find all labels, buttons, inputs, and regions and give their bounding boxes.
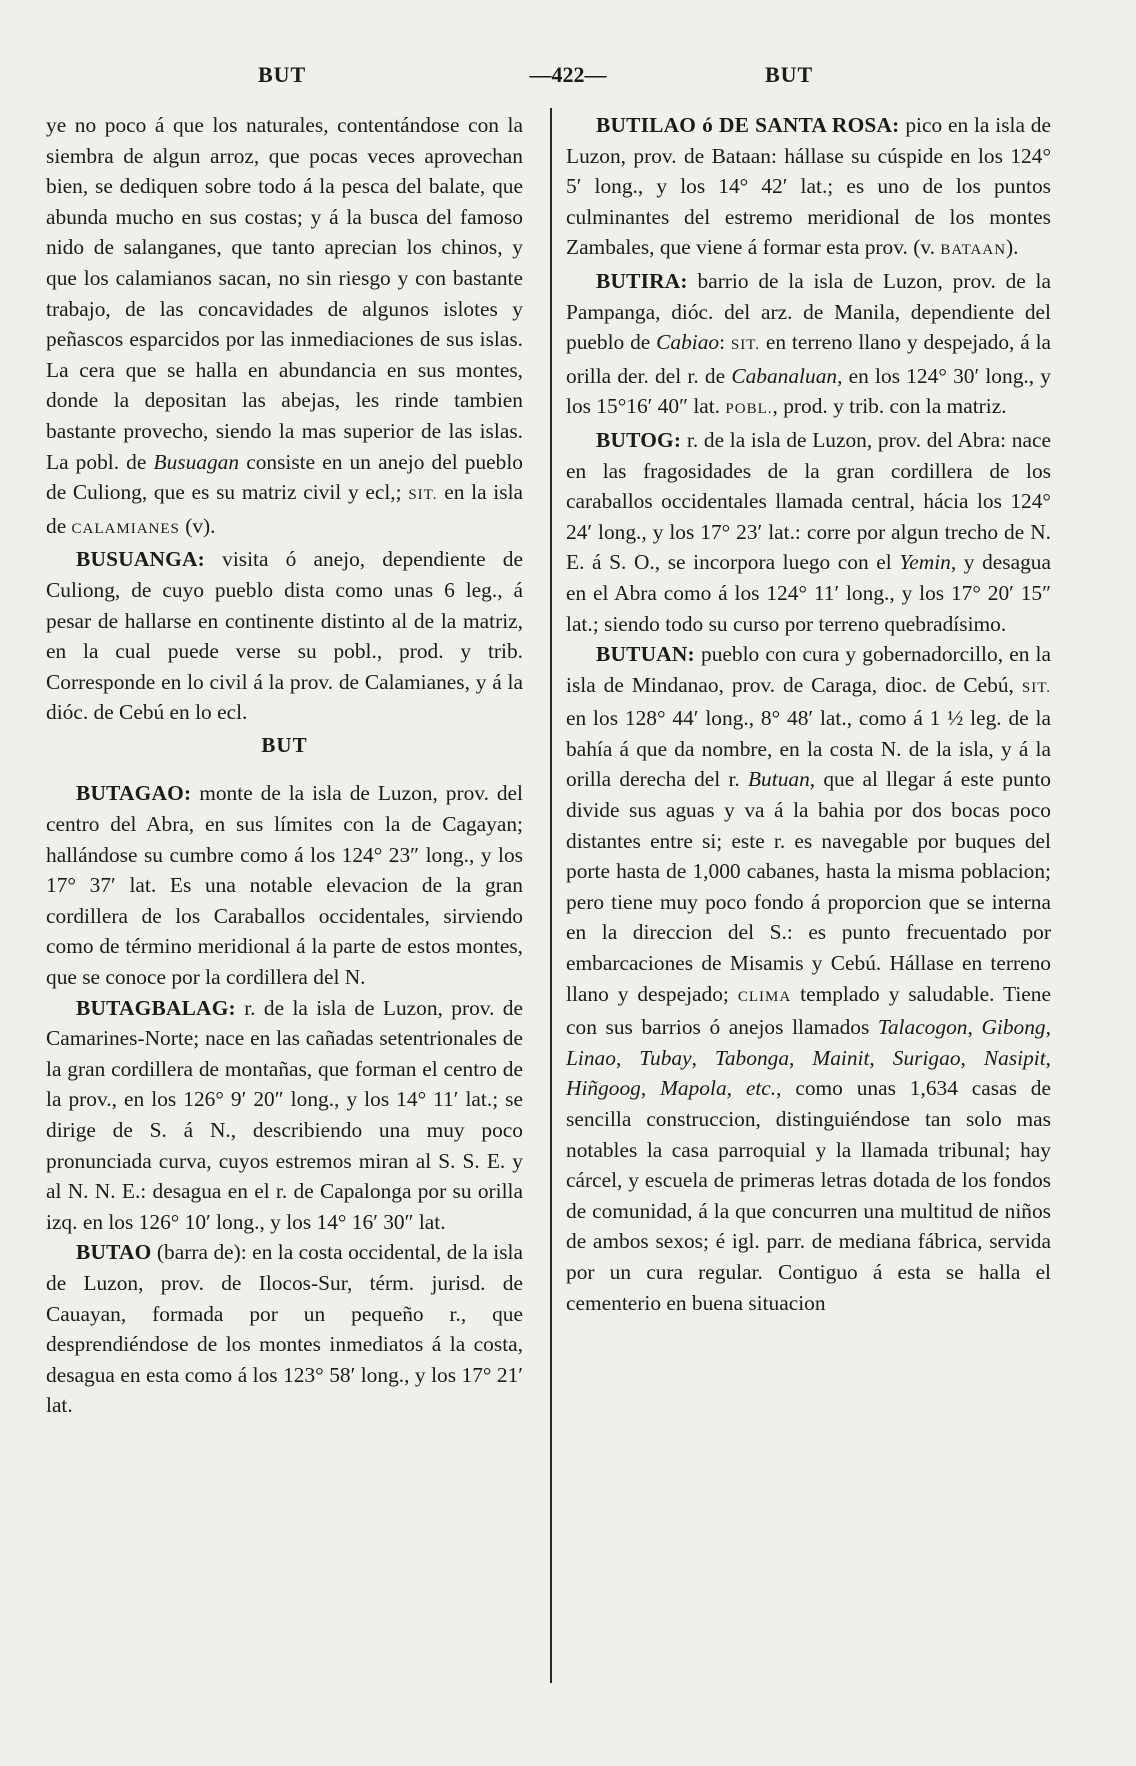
headword: BUTAGBALAG: [76,995,236,1020]
headword: BUTILAO ó DE SANTA ROSA: [596,113,900,137]
column-divider [550,108,552,1683]
headword: BUTAO [76,1240,152,1265]
headword: BUTUAN: [596,642,695,667]
entry-butira: BUTIRA: barrio de la isla de Luzon, prov. de la Pampanga, dióc. del arz. de Manila, dependiente del pueblo de Cabiao: SIT. en terreno llano y despejado, á la orilla der. del r. de Cabanaluan, en los 124° 30′ long., y los 15°16′ 40″ lat. POBL., prod. y trib. con la matriz. [566,268,1052,419]
headword: BUSUANGA: [76,547,205,572]
page-number: —422— [529,62,607,87]
entry-butagao: BUTAGAO: monte de la isla de Luzon, prov. del centro del Abra, en sus límites con la de Cagayan; hallándose su cumbre como á los 124° 23″ long., y los 17° 37′ lat. Es una notable elevacion de la gran cordillera de los Caraballos occidentales, sirviendo como de término meridional á la parte de estos montes, que se conoce por la cordillera del N. [46,781,523,990]
page-header [0,62,1136,102]
entry-busuanga: BUSUANGA: visita ó anejo, dependiente de Culiong, de cuyo pueblo dista como unas 6 leg., á pesar de hallarse en continente distinto al de la matriz, en la cual puede verse su pobl., prod. y trib. Corresponde en lo civil á la prov. de Calamianes, y á la dióc. de Cebú en lo ecl. [46,547,523,725]
header-left-guideword: BUT [258,62,307,87]
entry-butagbalag: BUTAGBALAG: r. de la isla de Luzon, prov. de Camarines-Norte; nace en las cañadas setentrionales de la gran cordillera de montañas, que forman el centro de la prov., en los 126° 9′ 20″ long., y los 14° 11′ lat.; se dirige de S. á N., describiendo una muy poco pronunciada curva, cuyos estremos miran al S. S. E. y al N. N. E.: desagua en el r. de Capalonga por su orilla izq. en los 126° 10′ long., y los 14° 16′ 30″ lat. [46,995,523,1234]
entry-butao: BUTAO (barra de): en la costa occidental, de la isla de Luzon, prov. de Ilocos-Sur, térm. jurisd. de Cauayan, formada por un pequeño r., que desprendiéndose de los montes inmediatos á la costa, desagua en esta como á los 123° 58′ long., y los 17° 21′ lat. [46,1240,523,1418]
right-column [566,110,1051,1318]
entry-butilao: BUTILAO ó DE SANTA ROSA: pico en la isla de Luzon, prov. de Bataan: hállase su cúspide en los 124° 5′ long., y los 14° 42′ lat.; es uno de los puntos culminantes del estremo meridional de los montes Zambales, que viene á formar esta prov. (v. BATAAN). [566,113,1051,260]
entry-butog: BUTOG: r. de la isla de Luzon, prov. del Abra: nace en las fragosidades de la gran cordillera de los caraballos occidentales llamada central, hácia los 124° 24′ long., y los 17° 23′ lat.: corre por algun trecho de N. E. á S. O., se incorpora luego con el Yemin, y desagua en el Abra como á los 124° 11′ long., y los 17° 20′ 15″ lat.; siendo todo su curso por terreno quebradísimo. [566,427,1051,636]
headword: BUTIRA: [596,268,688,293]
section-heading: BUT [261,732,308,757]
entry-continuation: ye no poco á que los naturales, contentándose con la siembra de algun arroz, que pocas veces aprovechan bien, se dediquen sobre todo á la pesca del balate, que abunda mucho en sus costas; y á la busca del famoso nido de salanganes, que tanto aprecian los chinos, y que los calamianos sacan, no sin riesgo y con bastante trabajo, de las concavidades de algunos islotes y peñascos esparcidos por las inmediaciones de sus islas. La cera que se halla en abundancia en sus montes, donde la depositan las abejas, les rinde tambien bastante provecho, siendo la mas superior de las islas. La pobl. de Busuagan consiste en un anejo del pueblo de Culiong, que es su matriz civil y ecl,; SIT. en la isla de CALAMIANES (v). [46,113,524,538]
left-column [46,110,523,1421]
headword: BUTAGAO: [76,781,192,806]
headword: BUTOG: [596,427,682,452]
entry-butuan: BUTUAN: pueblo con cura y gobernadorcillo, en la isla de Mindanao, prov. de Caraga, dioc. de Cebú, SIT. en los 128° 44′ long., 8° 48′ lat., como á 1 ½ leg. de la bahía á que da nombre, en la costa N. de la isla, y á la orilla derecha del r. Butuan, que al llegar á este punto divide sus aguas y va á la bahia por dos bocas poco distantes entre si; este r. es navegable por buques del porte hasta de 1,000 cabanes, hasta la misma poblacion; pero tiene muy poco fondo á proporcion que se interna en la direccion del S.: es punto frecuentado por embarcaciones de Misamis y Cebú. Hállase en terreno llano y despejado; CLIMA templado y saludable. Tiene con sus barrios ó anejos llamados Talacogon, Gibong, Linao, Tubay, Tabonga, Mainit, Surigao, Nasipit, Hiñgoog, Mapola, etc., como unas 1,634 casas de sencilla construccion, distinguiéndose tan solo mas notables la casa parroquial y la llamada tribunal; hay cárcel, y escuela de primeras letras dotada de los fondos de comunidad, á la que concurren una multitud de niños de ambos sexos; é igl. parr. de mediana fábrica, servida por un cura regular. Contiguo á esta se halla el cementerio en buena situacion [566,642,1052,1315]
header-right-guideword: BUT [765,62,814,87]
